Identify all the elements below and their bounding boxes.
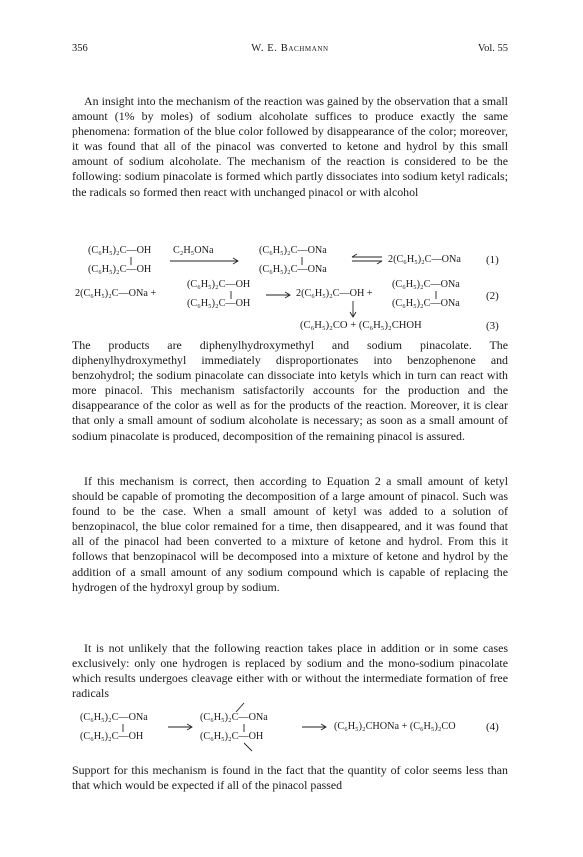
eq2-right-bottom: (C₆H₅)₂C—ONa xyxy=(392,298,460,309)
eq4-number: (4) xyxy=(486,721,499,733)
volume-number: Vol. 55 xyxy=(477,43,508,54)
eq1-right: 2(C₆H₅)₂C—ONa xyxy=(388,254,461,265)
paragraph-1: An insight into the mechanism of the reaction was gained by the observation that a small amount (1% by moles) of sodium alcoholate suffices to produce exactly the same phenomena: formation of the blue color followed by disappearance of the color; moreover, it was found that all of the pinacol was converted to ketone and hydrol by this small amount of sodium alcoholate. The mechanism of the reaction is considered to be the following: sodium pinacolate is formed which partly dissociates into sodium ketyl radicals; the radicals so formed then react with unchanged pinacol or with alcohol xyxy=(72,94,508,199)
eq1-reagent: C₂H₅ONa xyxy=(173,245,214,256)
running-author: W. E. Bachmann xyxy=(251,43,329,54)
paragraph-5: Support for this mechanism is found in the fact that the quantity of color seems less than that which would be expected if all of the pinacol passed xyxy=(72,763,508,793)
eq3-text: (C₆H₅)₂CO + (C₆H₅)₂CHOH xyxy=(300,320,422,331)
paragraph-4: It is not unlikely that the following reaction takes place in addition or in some cases exclusively: only one hydrogen is replaced by sodium and the mono-sodium pinacolate which results undergoes cleavage either with or without the intermediate formation of free radicals xyxy=(72,641,508,701)
eq1-left-top: (C₆H₅)₂C—OH xyxy=(88,245,152,256)
eq2-mid-top: (C₆H₅)₂C—OH xyxy=(187,279,251,290)
page-number: 356 xyxy=(72,43,88,54)
eq4-right: (C₆H₅)₂CHONa + (C₆H₅)₂CO xyxy=(334,721,456,732)
eq2-product: 2(C₆H₅)₂C—OH + xyxy=(296,288,373,299)
eq2-number: (2) xyxy=(486,290,499,302)
eq4-left-bottom: (C₆H₅)₂C—OH xyxy=(80,731,144,742)
paragraph-2: The products are diphenylhydroxymethyl and sodium pinacolate. The diphenylhydroxymethyl immediately disproportionates into benzophenone and benzohydrol; the sodium pinacolate can dissociate into ketyls which in turn can react with more pinacol. This mechanism satisfactorily accounts for the production and the disappearance of the color as well as for the products of the reaction. Moreover, it is clear that only a small amount of sodium alcoholate is necessary; as soon as a small amount of sodium pinacolate is produced, decomposition of the remaining pinacol is assured. xyxy=(72,338,508,443)
eq1-number: (1) xyxy=(486,254,499,266)
paragraph-3: If this mechanism is correct, then according to Equation 2 a small amount of ketyl should be capable of promoting the decomposition of a large amount of pinacol. Such was found to be the case. When a small amount of ketyl was added to a solution of benzopinacol, the blue color remained for a time, then disappeared, and it was found that all of the pinacol had been converted to a mixture of ketone and hydrol. From this it follows that benzopinacol will be decomposed into a mixture of ketone and hydrol by the addition of a small amount of any sodium compound which is capable of replacing the hydrogen of the hydroxyl group by sodium. xyxy=(72,474,508,594)
eq2-mid-bottom: (C₆H₅)₂C—OH xyxy=(187,298,251,309)
eq2-left: 2(C₆H₅)₂C—ONa + xyxy=(75,288,157,299)
eq4-mid-bottom: (C₆H₅)₂C—OH xyxy=(200,731,264,742)
eq1-mid-bottom: (C₆H₅)₂C—ONa xyxy=(259,264,327,275)
eq4-left-top: (C₆H₅)₂C—ONa xyxy=(80,712,148,723)
eq1-mid-top: (C₆H₅)₂C—ONa xyxy=(259,245,327,256)
eq3-number: (3) xyxy=(486,320,499,332)
eq1-left-bottom: (C₆H₅)₂C—OH xyxy=(88,264,152,275)
eq4-mid-top: (C₆H₅)₂C—ONa xyxy=(200,712,268,723)
eq2-right-top: (C₆H₅)₂C—ONa xyxy=(392,279,460,290)
